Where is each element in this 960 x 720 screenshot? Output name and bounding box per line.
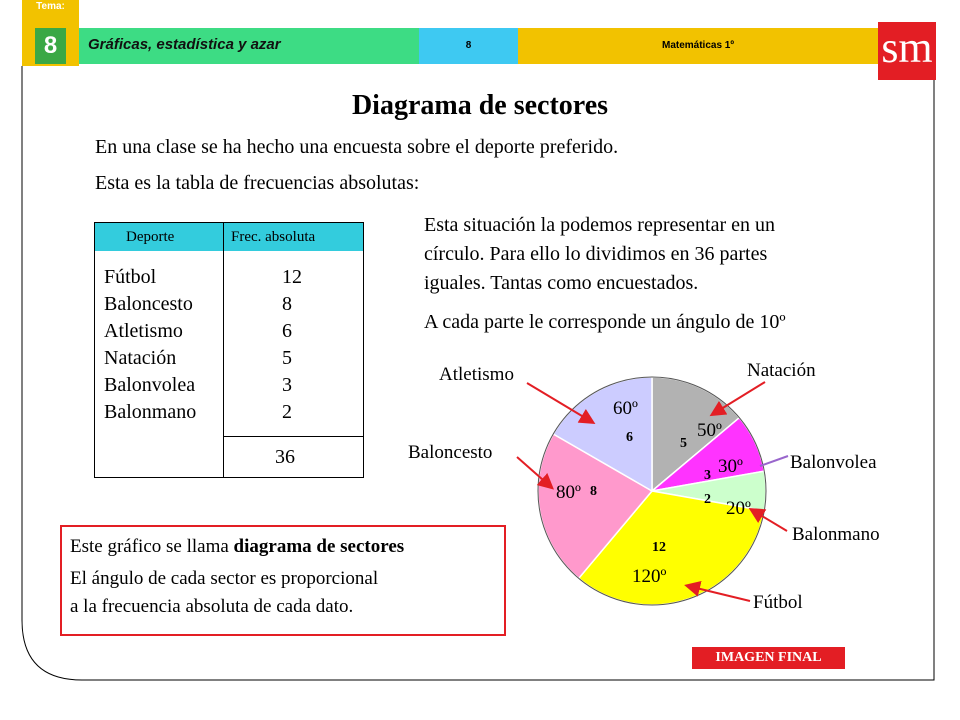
tema-label: Tema: xyxy=(36,1,65,12)
callout-line-2: El ángulo de cada sector es proporcional xyxy=(70,568,379,589)
final-image-badge: IMAGEN FINAL xyxy=(692,647,845,669)
count-label-futbol: 12 xyxy=(652,540,666,555)
table-row-name: Baloncesto xyxy=(104,293,193,315)
explanation-line-3: iguales. Tantas como encuestados. xyxy=(424,272,699,294)
label-balonvolea: Balonvolea xyxy=(790,452,877,473)
angle-label-atletismo: 60º xyxy=(613,398,638,419)
explanation-line-1: Esta situación la podemos representar en un xyxy=(424,214,775,236)
angle-label-baloncesto: 80º xyxy=(556,482,581,503)
callout-line-3: a la frecuencia absoluta de cada dato. xyxy=(70,596,354,617)
table-row-name: Balonmano xyxy=(104,401,197,423)
table-row-value: 8 xyxy=(282,293,292,315)
count-label-baloncesto: 8 xyxy=(590,484,597,499)
table-header-frequency: Frec. absoluta xyxy=(231,229,316,245)
count-label-balonmano: 2 xyxy=(704,492,711,507)
page-title: Diagrama de sectores xyxy=(351,90,609,121)
table-row-value: 12 xyxy=(282,266,302,288)
intro-line-1: En una clase se ha hecho una encuesta sobre el deporte preferido. xyxy=(95,136,619,158)
callout-term: diagrama de sectores xyxy=(233,536,405,557)
leader-arrow-balonvolea xyxy=(760,456,788,466)
label-balonmano: Balonmano xyxy=(792,524,880,545)
intro-line-2: Esta es la tabla de frecuencias absolutas: xyxy=(95,172,420,194)
label-natacion: Natación xyxy=(747,360,816,381)
explanation-line-2: círculo. Para ello lo dividimos en 36 partes xyxy=(424,243,768,265)
label-futbol: Fútbol xyxy=(753,592,803,613)
table-row-value: 2 xyxy=(282,401,292,423)
table-row-value: 3 xyxy=(282,374,292,396)
label-baloncesto: Baloncesto xyxy=(408,442,493,463)
table-row-name: Atletismo xyxy=(104,320,183,342)
table-header-sport: Deporte xyxy=(126,229,175,245)
callout-line-1 xyxy=(70,536,404,558)
table-row-value: 5 xyxy=(282,347,292,369)
subject-title: Gráficas, estadística y azar xyxy=(88,36,281,53)
angle-label-natacion: 50º xyxy=(697,420,722,441)
explanation-line-4: A cada parte le corresponde un ángulo de 10º xyxy=(424,311,786,333)
table-row-name: Balonvolea xyxy=(104,374,196,396)
table-row-value: 6 xyxy=(282,320,292,342)
count-label-atletismo: 6 xyxy=(626,430,633,445)
label-atletismo: Atletismo xyxy=(439,364,514,385)
angle-label-balonvolea: 30º xyxy=(718,456,743,477)
leader-arrow-natacion xyxy=(713,382,765,414)
page-number: 8 xyxy=(419,28,518,64)
tema-number: 8 xyxy=(35,28,66,64)
table-row-name: Natación xyxy=(104,347,177,369)
angle-label-balonmano: 20º xyxy=(726,498,751,519)
count-label-natacion: 5 xyxy=(680,436,687,451)
callout-prefix: Este gráfico se llama xyxy=(70,536,234,557)
angle-label-futbol: 120º xyxy=(632,566,667,587)
sm-logo: sm xyxy=(878,22,936,80)
course-label: Matemáticas 1º xyxy=(518,28,878,64)
table-total: 36 xyxy=(275,446,295,468)
table-row-name: Fútbol xyxy=(104,266,157,288)
count-label-balonvolea: 3 xyxy=(704,468,711,483)
